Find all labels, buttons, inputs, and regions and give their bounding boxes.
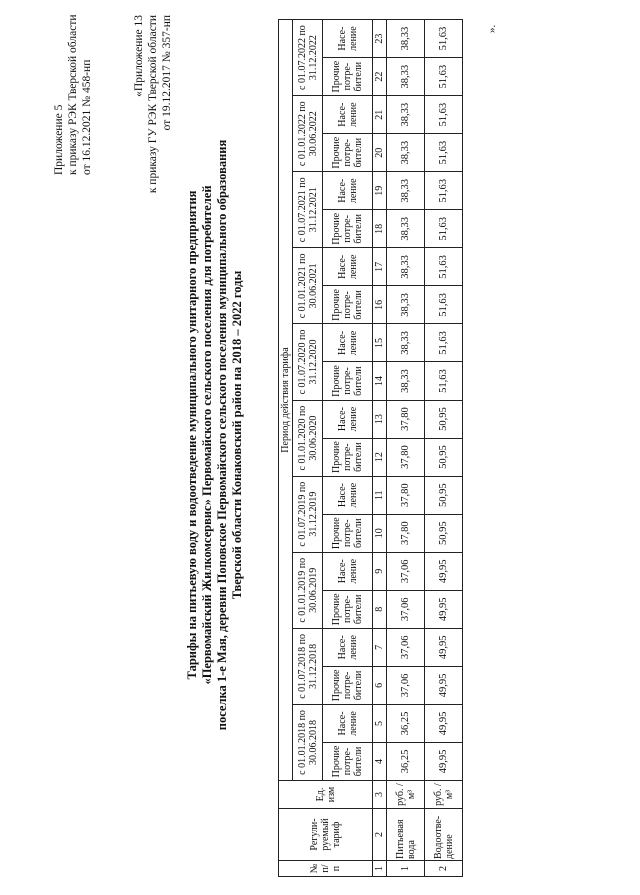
appendix-5-line3: от 16.12.2021 № 458-нп [81, 59, 93, 175]
column-number: 9 [373, 552, 387, 590]
tariff-value: 36,25 [387, 704, 425, 742]
title-line2: «Первомайский Жилкомсервис» Первомайского сельского поселения для потребителей [200, 185, 214, 685]
appendix-13-line2: к приказу ГУ РЭК Тверской области [147, 15, 159, 194]
column-number: 23 [373, 20, 387, 58]
tariff-value: 51,63 [425, 172, 463, 210]
tariff-value: 51,63 [425, 210, 463, 248]
header-row-consumers [323, 20, 373, 877]
title-line1: Тарифы на питьевую воду и водоотведение муниципального унитарного предприятия [185, 190, 199, 680]
subheader-other-consumers: Прочие потре-бители [323, 210, 373, 248]
tariff-value: 49,95 [425, 590, 463, 628]
period-header: с 01.01.2022 по 30.06.2022 [293, 96, 323, 172]
column-number: 17 [373, 248, 387, 286]
tariff-value: 51,63 [425, 248, 463, 286]
period-header: с 01.07.2021 по 31.12.2021 [293, 172, 323, 248]
tariff-value: 49,95 [425, 552, 463, 590]
tariff-value: 49,95 [425, 666, 463, 704]
tariff-value: 37,06 [387, 628, 425, 666]
tariff-value: 37,06 [387, 552, 425, 590]
subheader-other-consumers: Прочие потре-бители [323, 742, 373, 780]
document-title [185, 5, 245, 865]
tariff-value: 51,63 [425, 134, 463, 172]
subheader-population: Насе-ление [323, 552, 373, 590]
column-number: 18 [373, 210, 387, 248]
tariff-value: 37,06 [387, 590, 425, 628]
tariff-table [278, 19, 463, 877]
table-row [425, 20, 463, 877]
tariff-table-body [279, 20, 463, 877]
tariff-value: 51,63 [425, 20, 463, 58]
period-header: с 01.01.2020 по 30.06.2020 [293, 400, 323, 476]
tariff-value: 50,95 [425, 476, 463, 514]
tariff-value: 49,95 [425, 742, 463, 780]
tariff-value: 38,33 [387, 134, 425, 172]
tariff-value: 49,95 [425, 704, 463, 742]
row-unit: руб. /м³ [387, 781, 425, 809]
period-header: с 01.01.2018 по 30.06.2018 [293, 704, 323, 780]
column-number: 2 [373, 809, 387, 861]
row-number: 1 [387, 861, 425, 877]
tariff-value: 37,06 [387, 666, 425, 704]
header-row-periods [293, 20, 323, 877]
header-no: № п/п [279, 861, 373, 877]
column-number: 20 [373, 134, 387, 172]
column-number: 19 [373, 172, 387, 210]
subheader-other-consumers: Прочие потре-бители [323, 666, 373, 704]
column-number: 11 [373, 476, 387, 514]
subheader-population: Насе-ление [323, 172, 373, 210]
subheader-population: Насе-ление [323, 476, 373, 514]
header-tariff: Регули-руемый тариф [279, 809, 373, 861]
period-header: с 01.01.2021 по 30.06.2021 [293, 248, 323, 324]
tariff-value: 51,63 [425, 324, 463, 362]
appendix-13-note [132, 15, 174, 195]
tariff-value: 50,95 [425, 514, 463, 552]
column-number: 14 [373, 362, 387, 400]
appendix-5-note [52, 5, 94, 175]
tariff-value: 38,33 [387, 20, 425, 58]
tariff-value: 50,95 [425, 400, 463, 438]
column-number: 21 [373, 96, 387, 134]
subheader-other-consumers: Прочие потре-бители [323, 134, 373, 172]
tariff-value: 51,63 [425, 58, 463, 96]
tariff-value: 37,80 [387, 514, 425, 552]
appendix-5-line2: к приказу РЭК Тверской области [67, 14, 79, 175]
subheader-population: Насе-ление [323, 704, 373, 742]
tariff-value: 38,33 [387, 58, 425, 96]
closing-quote: ». [486, 24, 498, 33]
title-line4: Тверской области Конаковский район на 2018 – 2022 годы [230, 270, 244, 600]
column-number: 22 [373, 58, 387, 96]
tariff-value: 49,95 [425, 628, 463, 666]
subheader-other-consumers: Прочие потре-бители [323, 514, 373, 552]
column-number: 13 [373, 400, 387, 438]
subheader-population: Насе-ление [323, 324, 373, 362]
header-unit: Ед. изм [279, 781, 373, 809]
tariff-value: 51,63 [425, 96, 463, 134]
header-row-1 [279, 20, 293, 877]
subheader-other-consumers: Прочие потре-бители [323, 362, 373, 400]
period-header: с 01.07.2018 по 31.12.2018 [293, 628, 323, 704]
tariff-value: 38,33 [387, 286, 425, 324]
appendix-5-line1: Приложение 5 [53, 104, 65, 175]
subheader-population: Насе-ление [323, 248, 373, 286]
row-number: 2 [425, 861, 463, 877]
subheader-other-consumers: Прочие потре-бители [323, 286, 373, 324]
tariff-value: 36,25 [387, 742, 425, 780]
title-line3: поселка 1-е Мая, деревни Поповское Первомайского сельского поселения муниципального образования [215, 139, 229, 731]
column-number: 5 [373, 704, 387, 742]
tariff-value: 50,95 [425, 438, 463, 476]
period-header: с 01.07.2022 по 31.12.2022 [293, 20, 323, 96]
tariff-value: 51,63 [425, 286, 463, 324]
column-number: 15 [373, 324, 387, 362]
period-header: с 01.01.2019 по 30.06.2019 [293, 552, 323, 628]
header-row-numbers [373, 20, 387, 877]
column-number: 6 [373, 666, 387, 704]
subheader-population: Насе-ление [323, 96, 373, 134]
subheader-population: Насе-ление [323, 20, 373, 58]
subheader-population: Насе-ление [323, 628, 373, 666]
subheader-other-consumers: Прочие потре-бители [323, 438, 373, 476]
row-unit: руб. /м³ [425, 781, 463, 809]
subheader-other-consumers: Прочие потре-бители [323, 590, 373, 628]
subheader-other-consumers: Прочие потре-бители [323, 58, 373, 96]
subheader-population: Насе-ление [323, 400, 373, 438]
tariff-value: 38,33 [387, 210, 425, 248]
appendix-13-line1: «Приложение 13 [133, 15, 145, 97]
column-number: 12 [373, 438, 387, 476]
tariff-value: 38,33 [387, 96, 425, 134]
header-period: Период действия тарифа [279, 20, 293, 781]
column-number: 10 [373, 514, 387, 552]
tariff-value: 37,80 [387, 400, 425, 438]
column-number: 3 [373, 781, 387, 809]
column-number: 4 [373, 742, 387, 780]
column-number: 1 [373, 861, 387, 877]
row-tariff-name: Питьевая вода [387, 809, 425, 861]
tariff-value: 38,33 [387, 172, 425, 210]
tariff-value: 38,33 [387, 248, 425, 286]
tariff-value: 38,33 [387, 362, 425, 400]
tariff-value: 37,80 [387, 438, 425, 476]
tariff-value: 38,33 [387, 324, 425, 362]
column-number: 8 [373, 590, 387, 628]
column-number: 7 [373, 628, 387, 666]
period-header: с 01.07.2019 по 31.12.2019 [293, 476, 323, 552]
appendix-13-line3: от 19.12.2017 № 357-нп [161, 15, 173, 131]
period-header: с 01.07.2020 по 31.12.2020 [293, 324, 323, 400]
tariff-value: 51,63 [425, 362, 463, 400]
row-tariff-name: Водоотве-дение [425, 809, 463, 861]
column-number: 16 [373, 286, 387, 324]
tariff-value: 37,80 [387, 476, 425, 514]
table-row [387, 20, 425, 877]
